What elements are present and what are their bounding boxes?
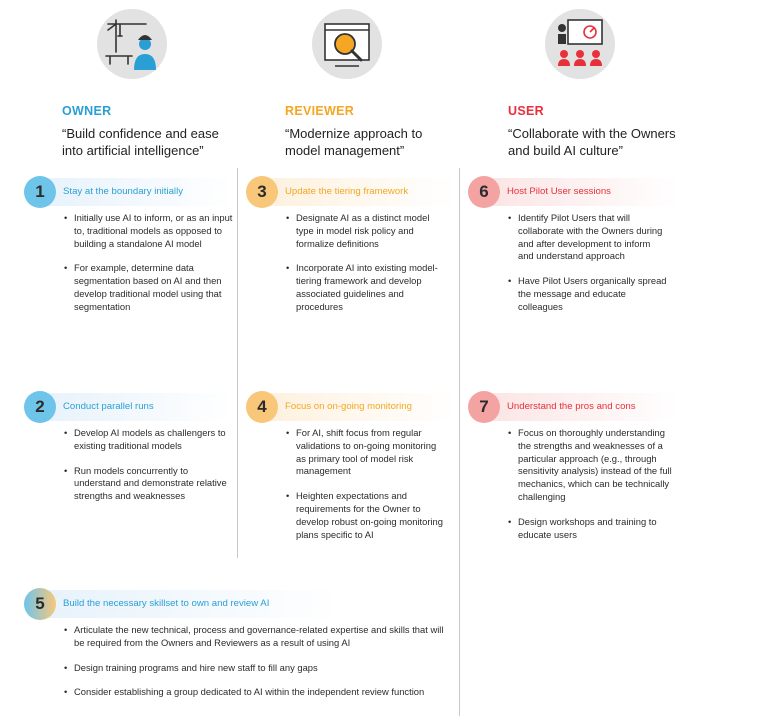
presentation-audience-icon — [544, 8, 616, 80]
construction-worker-icon — [96, 8, 168, 80]
step-2-title: Conduct parallel runs — [63, 401, 154, 412]
reviewer-heading: REVIEWER — [285, 104, 355, 118]
step-2-bullets — [64, 427, 234, 515]
owner-heading: OWNER — [62, 104, 112, 118]
step-1-bullets — [64, 212, 234, 326]
list-item: • Incorporate AI into existing model-tiering framework and develop associated guidelines and procedures — [286, 262, 446, 313]
list-item: • Initially use AI to inform, or as an input to, traditional models as opposed to building a standalone AI model — [64, 212, 234, 250]
step-7-bullets — [508, 427, 678, 553]
step-6-bullets — [508, 212, 668, 326]
list-item: • Designate AI as a distinct model type in model risk policy and formalize definitions — [286, 212, 446, 250]
step-7-badge: 7 — [468, 391, 500, 423]
step-1-badge: 1 — [24, 176, 56, 208]
list-item: • Consider establishing a group dedicated to AI within the independent review function — [64, 686, 449, 699]
step-7-title: Understand the pros and cons — [507, 401, 636, 412]
list-item: • For AI, shift focus from regular validations to on-going monitoring as primary tool of model risk management — [286, 427, 446, 478]
step-4-title: Focus on on-going monitoring — [285, 401, 412, 412]
step-4-bullets — [286, 427, 446, 553]
user-quote: “Collaborate with the Owners and build AI culture” — [508, 126, 676, 158]
step-5-badge: 5 — [24, 588, 56, 620]
step-4-badge: 4 — [246, 391, 278, 423]
list-item: • Heighten expectations and requirements for the Owner to develop robust on-going monitoring plans specific to AI — [286, 490, 446, 541]
list-item: • Design training programs and hire new staff to fill any gaps — [64, 662, 449, 675]
list-item: • Design workshops and training to educate users — [508, 516, 678, 542]
step-6-badge: 6 — [468, 176, 500, 208]
list-item: • Articulate the new technical, process and governance-related expertise and skills that will be required from the Owners and Reviewers as a result of using AI — [64, 624, 449, 650]
step-3-bullets — [286, 212, 446, 326]
step-5-title: Build the necessary skillset to own and review AI — [63, 598, 270, 609]
step-2-badge: 2 — [24, 391, 56, 423]
magnifier-document-icon — [311, 8, 383, 80]
step-1-title: Stay at the boundary initially — [63, 186, 183, 197]
owner-quote: “Build confidence and ease into artificial intelligence” — [62, 126, 219, 158]
step-3-badge: 3 — [246, 176, 278, 208]
column-divider — [459, 168, 460, 716]
step-6-title: Host Pilot User sessions — [507, 186, 611, 197]
list-item: • Focus on thoroughly understanding the strengths and weaknesses of a particular approach (e.g., through sensitivity analysis) instead of the full mechanics, which can be technically challenging — [508, 427, 678, 504]
list-item: • Develop AI models as challengers to existing traditional models — [64, 427, 234, 453]
column-divider — [237, 168, 238, 558]
list-item: • Run models concurrently to understand and demonstrate relative strengths and weaknesses — [64, 465, 234, 503]
step-5-bullets — [64, 624, 449, 711]
list-item: • Identify Pilot Users that will collaborate with the Owners during and after development to inform and understand approach — [508, 212, 668, 263]
user-heading: USER — [508, 104, 544, 118]
reviewer-quote: “Modernize approach to model management” — [285, 126, 423, 158]
list-item: • For example, determine data segmentation based on AI and then develop traditional model using that segmentation — [64, 262, 234, 313]
step-3-title: Update the tiering framework — [285, 186, 409, 197]
list-item: • Have Pilot Users organically spread the message and educate colleagues — [508, 275, 668, 313]
